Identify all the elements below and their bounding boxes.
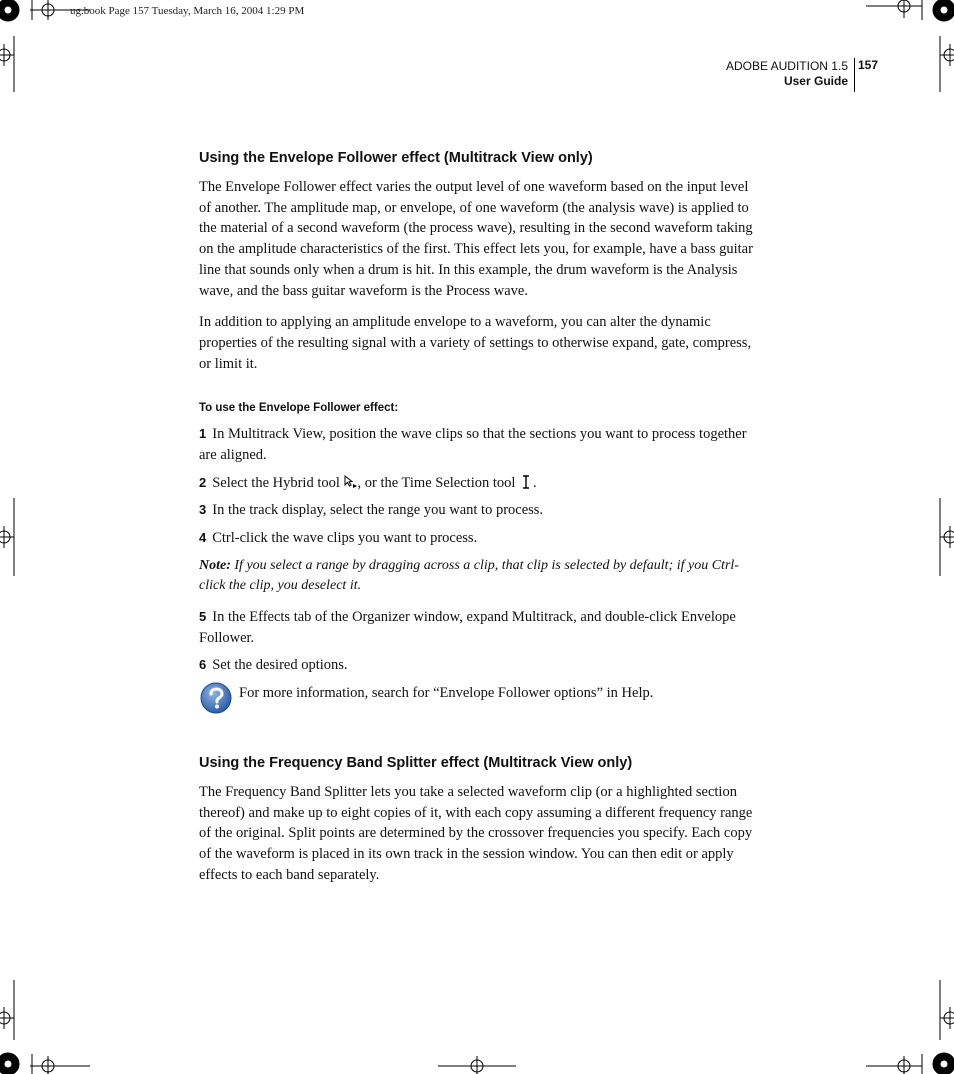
help-text: For more information, search for “Envelope Follower options” in Help. — [239, 684, 654, 701]
paragraph: The Envelope Follower effect varies the output level of one waveform based on the input level of another. The amplitude map, or envelope, of one waveform (the analysis wave) is applied to the material of a second waveform (the process wave), resulting in the second waveform taking on the amplitude characteristics of the first. This effect lets you, for example, have a bass guitar line that sounds only when a drum is hit. In this example, the drum waveform is the Analysis wave, and the bass guitar waveform is the Process wave. — [199, 179, 753, 299]
step-number: 4 — [199, 530, 207, 546]
step-text: In the track display, select the range you want to process. — [212, 502, 544, 519]
header-divider — [854, 58, 855, 92]
step-text: Select the Hybrid tool — [212, 474, 344, 491]
time-selection-tool-icon — [519, 475, 533, 489]
step-number: 3 — [199, 502, 207, 518]
note-label: Note: — [199, 557, 231, 573]
page-content — [199, 148, 759, 896]
step-number: 5 — [199, 608, 207, 624]
hybrid-tool-icon — [344, 475, 358, 489]
step-text: In the Effects tab of the Organizer window, expand Multitrack, and double-click Envelope Follower. — [199, 608, 736, 646]
step-item — [199, 655, 759, 676]
step-item — [199, 473, 759, 494]
step-text: In Multitrack View, position the wave clips so that the sections you want to process together are aligned. — [199, 426, 747, 464]
help-callout — [199, 683, 759, 723]
paragraph: In addition to applying an amplitude envelope to a waveform, you can alter the dynamic properties of the resulting signal with a variety of settings to otherwise expand, gate, compress, or limit it. — [199, 314, 752, 372]
step-number: 6 — [199, 657, 207, 673]
help-question-icon — [199, 681, 233, 715]
step-text: Ctrl-click the wave clips you want to process. — [212, 530, 478, 547]
step-item — [199, 500, 759, 521]
step-number: 1 — [199, 426, 207, 442]
step-text: , or the Time Selection tool — [357, 474, 520, 491]
print-slug: ug.book Page 157 Tuesday, March 16, 2004 1:29 PM — [70, 5, 305, 17]
step-item — [199, 528, 759, 549]
section-heading-frequency-band-splitter: Using the Frequency Band Splitter effect (Multitrack View only) — [199, 754, 633, 771]
section-heading-envelope-follower: Using the Envelope Follower effect (Multitrack View only) — [199, 150, 593, 166]
step-item — [199, 607, 759, 648]
note — [199, 556, 759, 596]
step-item — [199, 424, 759, 465]
header-product: ADOBE AUDITION 1.5 — [725, 59, 848, 73]
procedure-title: To use the Envelope Follower effect: — [199, 402, 399, 415]
page-number: 157 — [858, 58, 879, 72]
paragraph: The Frequency Band Splitter lets you take a selected waveform clip (or a highlighted section thereof) and make up to eight copies of it, with each copy assuming a different frequency range of the original. Split points are determined by the crossover frequencies you specify. Each copy of the waveform is placed in its own track in the session window. You can then edit or apply effects to each band separately. — [199, 783, 753, 883]
header-guide: User Guide — [783, 74, 848, 88]
step-text: Set the desired options. — [212, 657, 348, 674]
note-text: If you select a range by dragging across a clip, that clip is selected by default; if you Ctrl-click the clip, you deselect it. — [199, 557, 739, 593]
step-number: 2 — [199, 474, 207, 490]
step-text: . — [533, 474, 537, 491]
